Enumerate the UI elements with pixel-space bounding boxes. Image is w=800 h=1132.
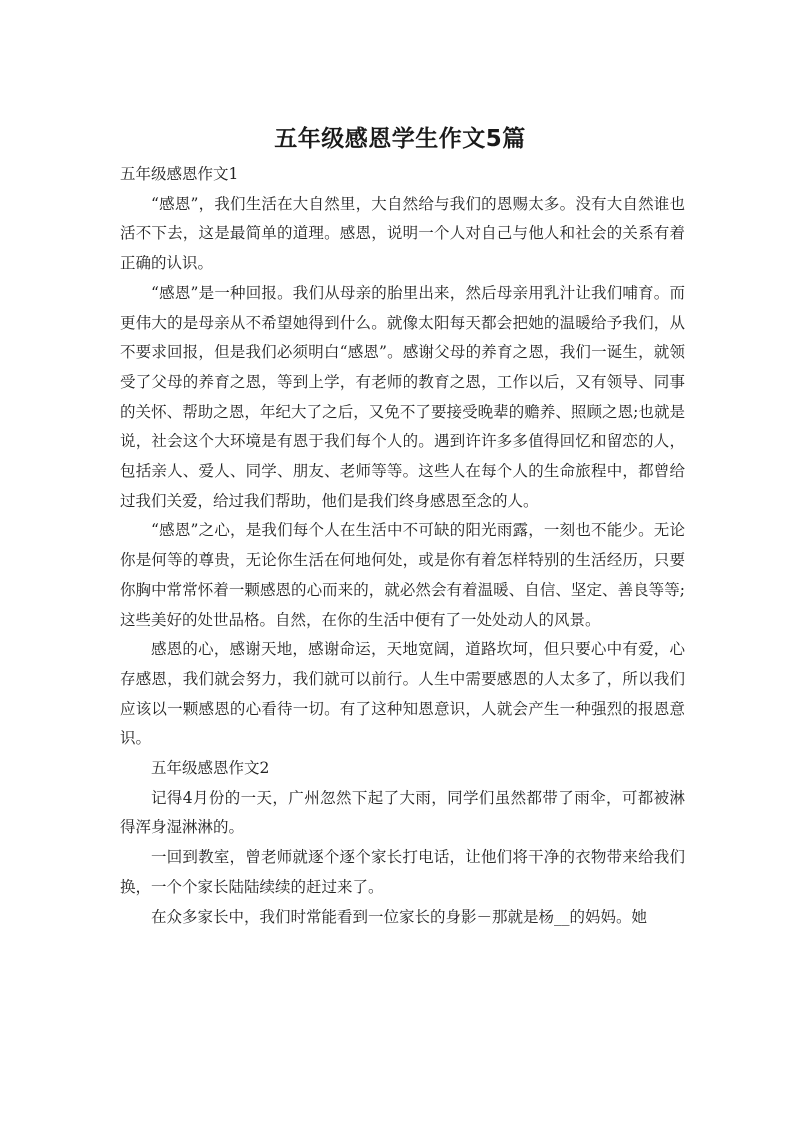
paragraph: “感恩”之心，是我们每个人在生活中不可缺的阳光雨露，一刻也不能少。无论你是何等的尊贵，无论你生活在何地何处，或是你有着怎样特别的生活经历，只要你胸中常常怀着一颗感恩的心而来的，就必然会有着温暖、自信、坚定、善良等等;这些美好的处世品格。自然，在你的生活中便有了一处处动人的风景。 (120, 521, 685, 629)
essay-section-2 (120, 754, 685, 932)
section-heading: 五年级感恩作文1 (120, 165, 239, 183)
paragraph: “感恩”，我们生活在大自然里，大自然给与我们的恩赐太多。没有大自然谁也活不下去，这是最简单的道理。感恩，说明一个人对自己与他人和社会的关系有着正确的认识。 (120, 194, 685, 273)
section-heading: 五年级感恩作文2 (151, 759, 270, 778)
paragraph: 记得4月份的一天，广州忽然下起了大雨，同学们虽然都带了雨伞，可都被淋得浑身湿淋淋的。 (120, 788, 685, 837)
paragraph: 在众多家长中，我们时常能看到一位家长的身影－那就是杨__的妈妈。她 (151, 907, 648, 926)
paragraph: 一回到教室，曾老师就逐个逐个家长打电话，让他们将干净的衣物带来给我们换，一个个家长陆陆续续的赶过来了。 (120, 848, 685, 896)
document-title: 五年级感恩学生作文5篇 (274, 126, 526, 152)
paragraph: “感恩”是一种回报。我们从母亲的胎里出来，然后母亲用乳汁让我们哺育。而更伟大的是母亲从不希望她得到什么。就像太阳每天都会把她的温暖给予我们，从不要求回报，但是我们必须明白“感恩”。感谢父母的养育之恩，我们一诞生，就领受了父母的养育之恩，等到上学，有老师的教育之恩，工作以后，又有领导、同事的关怀、帮助之恩，年纪大了之后，又免不了要接受晚辈的赡养、照顾之恩;也就是说，社会这个大环境是有恩于我们每个人的。遇到许许多多值得回忆和留恋的人，包括亲人、爱人、同学、朋友、老师等等。这些人在每个人的生命旅程中，都曾给过我们关爱，给过我们帮助，他们是我们终身感恩至念的人。 (120, 283, 685, 510)
essay-section-1 (120, 160, 685, 754)
document-body (120, 160, 685, 932)
paragraph: 感恩的心，感谢天地，感谢命运，天地宽阔，道路坎坷，但只要心中有爱，心存感恩，我们就会努力，我们就可以前行。人生中需要感恩的人太多了，所以我们应该以一颗感恩的心看待一切。有了这种知恩意识，人就会产生一种强烈的报恩意识。 (120, 640, 685, 748)
